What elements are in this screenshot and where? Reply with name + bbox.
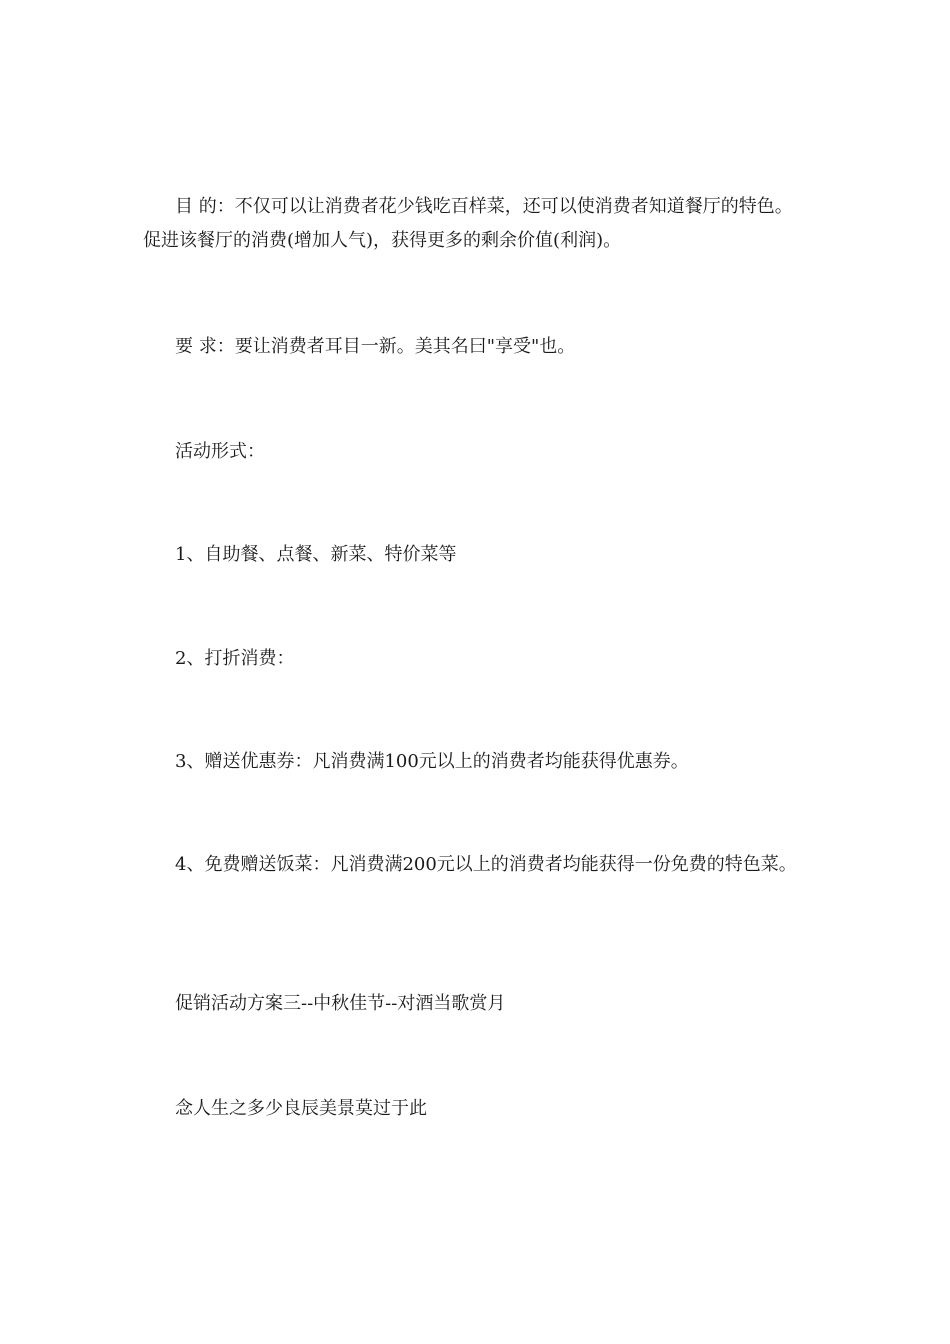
paragraph-item-4: 4、免费赠送饭菜：凡消费满200元以上的消费者均能获得一份免费的特色菜。	[175, 854, 797, 875]
paragraph-item-2: 2、打折消费：	[175, 648, 295, 669]
paragraph-requirement: 要 求：要让消费者耳目一新。美其名曰"享受"也。	[175, 336, 576, 357]
paragraph-activity-form-heading: 活动形式：	[175, 441, 265, 462]
paragraph-purpose: 目 的：不仅可以让消费者花少钱吃百样菜，还可以使消费者知道餐厅的特色。促进该餐厅的消费(增加人气)，获得更多的剩余价值(利润)。	[143, 196, 793, 251]
paragraph-item-1: 1、自助餐、点餐、新菜、特价菜等	[175, 544, 457, 565]
paragraph-plan-three-title: 促销活动方案三--中秋佳节--对酒当歌赏月	[175, 993, 506, 1014]
paragraph-item-3: 3、赠送优惠券：凡消费满100元以上的消费者均能获得优惠券。	[175, 751, 689, 772]
paragraph-closing-line: 念人生之多少良辰美景莫过于此	[175, 1098, 427, 1119]
